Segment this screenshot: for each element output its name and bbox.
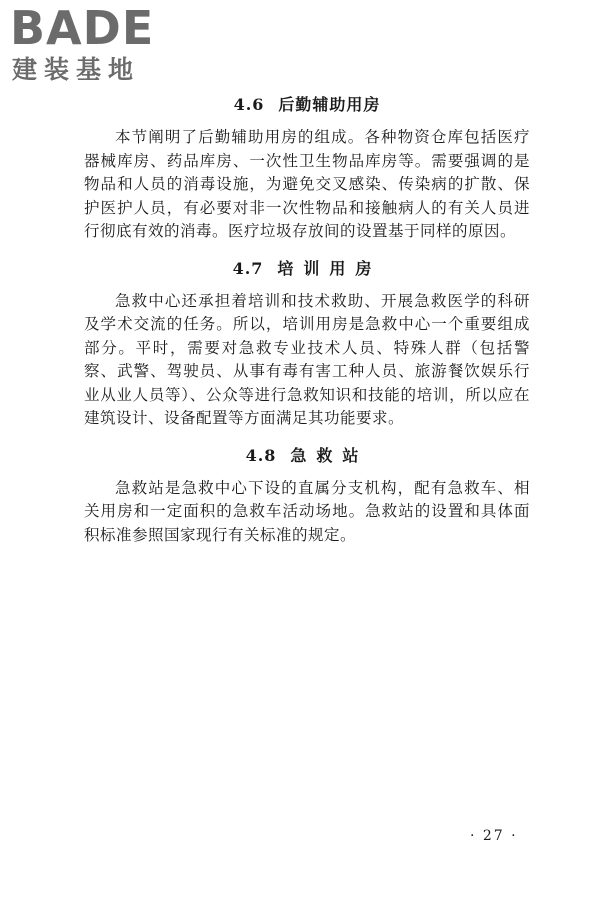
- section-paragraph-4-7: 急救中心还承担着培训和技术救助、开展急救医学的科研及学术交流的任务。所以，培训用房是急救中心一个重要组成部分。平时，需要对急救专业技术人员、特殊人群（包括警察、武警、驾驶员、从事有毒有害工种人员、旅游餐饮娱乐行业从业人员等）、公众等进行急救知识和技能的培训，所以应在建筑设计、设备配置等方面满足其功能要求。: [84, 291, 530, 427]
- section-heading-4-6: [84, 90, 530, 120]
- page-content: [84, 90, 530, 557]
- logo-subtitle: 建装基地: [12, 55, 141, 84]
- section-title: 急救站: [290, 445, 369, 465]
- section-number: 4.7: [232, 258, 264, 278]
- logo-wordmark: BADE: [10, 1, 155, 55]
- section-heading-4-7: [84, 254, 530, 284]
- section-paragraph-4-6: 本节阐明了后勤辅助用房的组成。各种物资仓库包括医疗器械库房、药品库房、一次性卫生物品库房等。需要强调的是物品和人员的消毒设施，为避免交叉感染、传染病的扩散、保护医护人员，有必要对非一次性物品和接触病人的有关人员进行彻底有效的消毒。医疗垃圾存放间的设置基于同样的原因。: [84, 128, 530, 240]
- section-paragraph-4-8: 急救站是急救中心下设的直属分支机构，配有急救车、相关用房和一定面积的急救车活动场地。急救站的设置和具体面积标准参照国家现行有关标准的规定。: [84, 478, 530, 544]
- page-number: · 27 ·: [470, 828, 518, 844]
- section-number: 4.8: [245, 445, 277, 465]
- section-title: 培训用房: [277, 258, 382, 278]
- section-heading-4-8: [84, 441, 530, 471]
- section-title: 后勤辅助用房: [278, 95, 381, 114]
- bade-logo: [10, 1, 180, 86]
- section-number: 4.6: [233, 95, 265, 114]
